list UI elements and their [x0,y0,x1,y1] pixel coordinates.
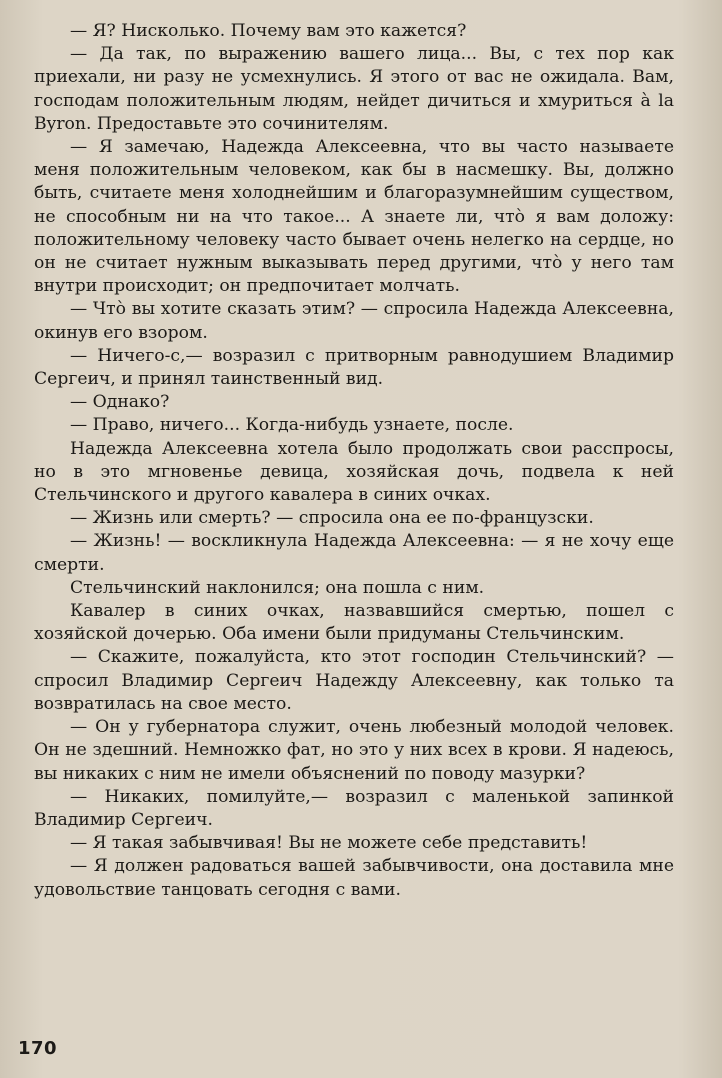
paragraph: — Да так, по выражению вашего лица... Вы, с тех пор как приехали, ни разу не усмехнулись. Я этого от вас не ожидала. Вам, господам положительным людям, нейдет дичиться и хмуриться à la Byron. Предоставьте это сочинителям. [34,44,674,134]
paragraph: — Я должен радоваться вашей забывчивости, она доставила мне удовольствие танцовать сегодня с вами. [34,856,674,900]
paragraph: — Жизнь! — воскликнула Надежда Алексеевна: — я не хочу еще смерти. [34,531,674,575]
paragraph: — Никаких, помилуйте,— возразил с маленькой запинкой Владимир Сергеич. [34,786,674,830]
paragraph: — Он у губернатора служит, очень любезный молодой человек. Он не здешний. Немножко фат, но это у них всех в крови. Я надеюсь, вы никаких с ним не имели объяснений по поводу мазурки? [34,717,674,784]
page-text [34,20,674,902]
paragraph: — Ничего-с,— возразил с притворным равнодушием Владимир Сергеич, и принял таинственный вид. [34,345,674,390]
paragraph: Стельчинский наклонился; она пошла с ним. [70,577,485,598]
paragraph: — Однако? [70,392,170,413]
paragraph: — Я? Нисколько. Почему вам это кажется? [70,21,467,41]
paragraph: — Чтò вы хотите сказать этим? — спросила Надежда Алексеевна, окинув его взором. [34,299,674,343]
paragraph: — Я замечаю, Надежда Алексеевна, что вы часто называете меня положительным человеком, как бы в насмешку. Вы, должно быть, считаете меня холоднейшим и благоразумнейшим существом, не способным ни на что такое... А знаете ли, чтò я вам доложу: положительному человеку часто бывает очень нелегко на сердце, но он не считает нужным выказывать перед другими, чтò у него там внутри происходит; он предпочитает молчать. [34,137,674,297]
page-number: 170 [18,1038,58,1059]
paragraph: — Я такая забывчивая! Вы не можете себе представить! [70,833,588,854]
paragraph: — Скажите, пожалуйста, кто этот господин Стельчинский? — спросил Владимир Сергеич Надежду Алексеевну, как только та возвратилась на свое место. [34,647,674,714]
paragraph: — Жизнь или смерть? — спросила она ее по-французски. [70,508,594,529]
paragraph: Надежда Алексеевна хотела было продолжать свои расспросы, но в это мгновенье девица, хозяйская дочь, подвела к ней Стельчинского и другого кавалера в синих очках. [34,438,674,506]
paragraph: — Право, ничего... Когда-нибудь узнаете, после. [70,415,514,436]
paragraph: Кавалер в синих очках, назвавшийся смертью, пошел с хозяйской дочерью. Оба имени были придуманы Стельчинским. [34,601,674,645]
